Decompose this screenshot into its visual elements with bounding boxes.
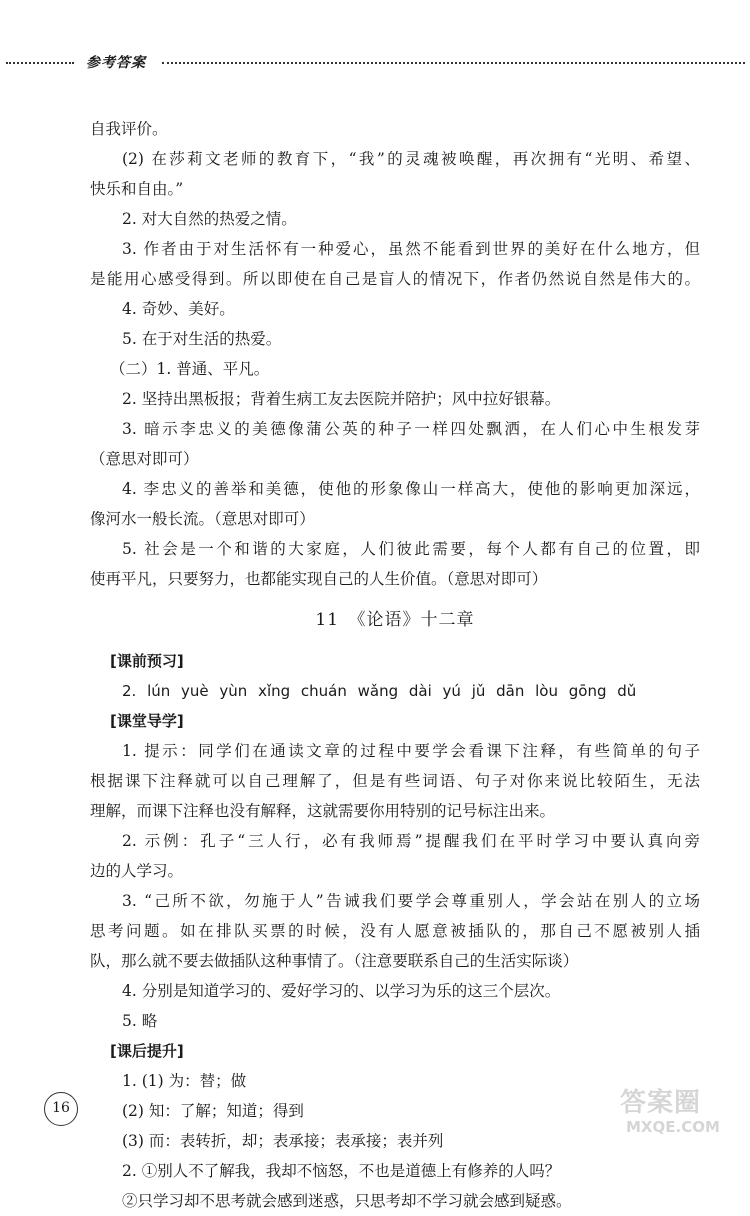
answer-line: 快乐和自由。” <box>90 180 184 198</box>
answer-line: 2. 坚持出黑板报；背着生病工友去医院并陪护；风中拉好银幕。 <box>122 390 561 408</box>
section-heading-guide: [课堂导学] <box>110 712 184 730</box>
header-dotted-rule-right <box>162 62 745 64</box>
answer-line: 5. 在于对生活的热爱。 <box>122 330 282 348</box>
answer-line: 2. 对大自然的热爱之情。 <box>122 210 297 228</box>
answer-line: (2) 在莎莉文老师的教育下，“我”的灵魂被唤醒，再次拥有“光明、希望、 <box>122 150 700 168</box>
after-line: (3) 而：表转折，却；表承接；表承接；表并列 <box>122 1132 444 1150</box>
answer-line: 4. 李忠义的善举和美德，使他的形象像山一样高大，使他的影响更加深远， <box>122 480 700 498</box>
guide-line: 4. 分别是知道学习的、爱好学习的、以学习为乐的这三个层次。 <box>122 982 561 1000</box>
after-line: ②只学习却不思考就会感到迷惑，只思考却不学习就会感到疑惑。 <box>122 1192 572 1210</box>
chapter-title: 11 《论语》十二章 <box>315 610 475 630</box>
page-header <box>0 52 750 76</box>
answer-line: 4. 奇妙、美好。 <box>122 300 235 318</box>
section-heading-preview: [课前预习] <box>110 652 184 670</box>
watermark-logo <box>620 1082 745 1142</box>
answer-line: 5. 社会是一个和谐的大家庭，人们彼此需要，每个人都有自己的位置，即 <box>122 540 700 558</box>
page-number: 16 <box>44 1092 78 1126</box>
after-line: (2) 知：了解；知道；得到 <box>122 1102 304 1120</box>
guide-line: 思考问题。如在排队买票的时候，没有人愿意被插队的，那自己不愿被别人插 <box>90 922 700 940</box>
header-title: 参考答案 <box>86 55 146 71</box>
answer-line: 是能用心感受得到。所以即使在自己是盲人的情况下，作者仍然说自然是伟大的。 <box>90 270 700 288</box>
after-line: 1. (1) 为：替；做 <box>122 1072 247 1090</box>
answer-line: 3. 作者由于对生活怀有一种爱心，虽然不能看到世界的美好在什么地方，但 <box>122 240 700 258</box>
guide-line: 边的人学习。 <box>90 862 184 880</box>
guide-line: 理解，而课下注释也没有解释，这就需要你用特别的记号标注出来。 <box>90 802 556 820</box>
answer-line: 像河水一般长流。（意思对即可） <box>90 510 315 528</box>
answer-line: （二）1. 普通、平凡。 <box>110 360 270 378</box>
pinyin-answer-line: 2. lún yuè yùn xǐng chuán wǎng dài yú jǔ dān lòu gōng dǔ <box>122 682 637 700</box>
guide-line: 3. “己所不欲，勿施于人”告诫我们要学会尊重别人，学会站在别人的立场 <box>122 892 700 910</box>
guide-line: 5. 略 <box>122 1012 158 1030</box>
watermark-url: MXQE.COM <box>626 1118 720 1136</box>
guide-line: 2. 示例：孔子“三人行，必有我师焉”提醒我们在平时学习中要认真向旁 <box>122 832 700 850</box>
after-line: 2. ①别人不了解我，我却不恼怒，不也是道德上有修养的人吗？ <box>122 1162 561 1180</box>
guide-line: 根据课下注释就可以自己理解了，但是有些词语、句子对你来说比较陌生，无法 <box>90 772 700 790</box>
guide-line: 队，那么就不要去做插队这种事情了。（注意要联系自己的生活实际谈） <box>90 952 579 970</box>
answer-line: 自我评价。 <box>90 120 168 138</box>
header-dotted-rule-left <box>6 62 74 64</box>
answer-line: 使再平凡，只要努力，也都能实现自己的人生价值。（意思对即可） <box>90 570 548 588</box>
guide-line: 1. 提示：同学们在通读文章的过程中要学会看课下注释，有些简单的句子 <box>122 742 700 760</box>
answer-content <box>90 114 700 1216</box>
answer-line: （意思对即可） <box>90 450 199 468</box>
watermark-logo-text: 答案圈 <box>620 1088 702 1118</box>
answer-line: 3. 暗示李忠义的美德像蒲公英的种子一样四处飘洒，在人们心中生根发芽 <box>122 420 700 438</box>
section-heading-after: [课后提升] <box>110 1042 184 1060</box>
